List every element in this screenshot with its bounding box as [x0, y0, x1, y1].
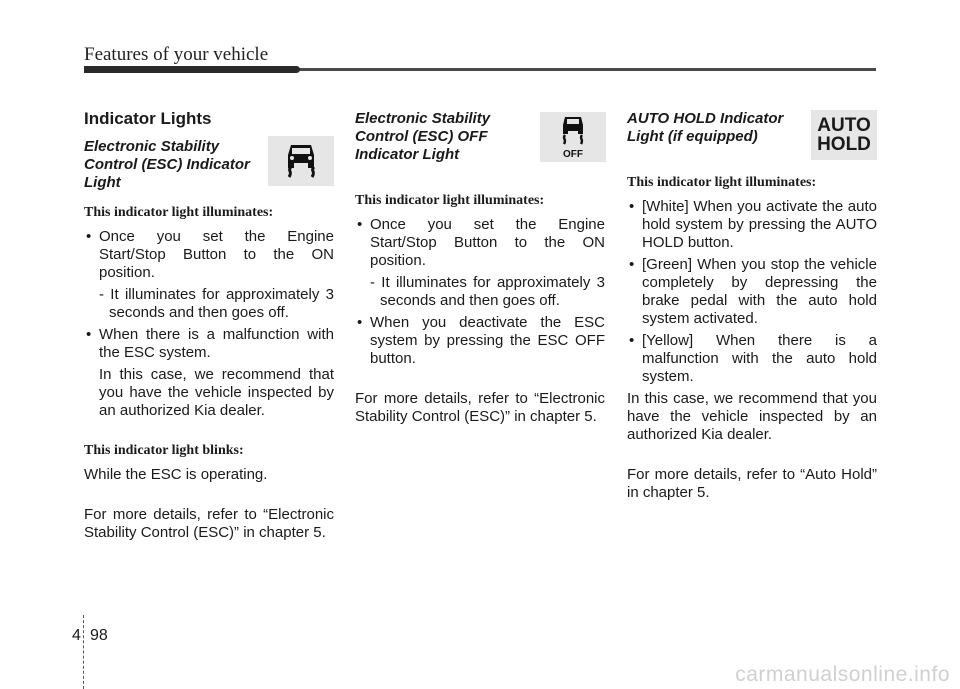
list-item: • [Green] When you stop the vehicle completely by depressing the brake pedal with the auto hold system activated. [627, 256, 877, 328]
list-subitem: - It illuminates for approximately 3 seconds and then goes off. [99, 286, 334, 321]
reference-text: For more details, refer to “Auto Hold” in chapter 5. [627, 466, 877, 501]
illuminates-heading: This indicator light illuminates: [84, 205, 274, 220]
recommendation-note: In this case, we recommend that you have the vehicle inspected by an authorized Kia dealer. [99, 366, 334, 419]
chapter-number: 4 [72, 627, 81, 644]
list-subitem: - It illuminates for approximately 3 seconds and then goes off. [370, 274, 605, 309]
auto-hold-icon-line1: AUTO [817, 115, 871, 136]
list-item: • [Yellow] When there is a malfunction with the auto hold system. [627, 332, 877, 386]
list-item: • Once you set the Engine Start/Stop Button to the ON position. [84, 228, 334, 282]
list-item: • When you deactivate the ESC system by pressing the ESC OFF button. [355, 314, 605, 368]
column-auto-hold-indicator [627, 110, 877, 506]
column-esc-indicator [84, 110, 334, 546]
auto-hold-subtitle: AUTO HOLD Indicator Light (if equipped) [627, 110, 784, 145]
reference-text: For more details, refer to “Electronic Stability Control (ESC)” in chapter 5. [84, 506, 334, 541]
illuminates-heading: This indicator light illuminates: [627, 175, 817, 190]
blinks-heading: This indicator light blinks: [84, 443, 244, 458]
reference-text: For more details, refer to “Electronic Stability Control (ESC)” in chapter 5. [355, 390, 605, 425]
esc-indicator-subtitle: Electronic Stability Control (ESC) Indicator Light [84, 138, 250, 191]
footer-divider [83, 615, 84, 689]
blink-text: While the ESC is operating. [84, 466, 268, 483]
svg-text:OFF: OFF [563, 149, 583, 160]
watermark: carmanualsonline.info [735, 663, 950, 686]
illuminates-heading: This indicator light illuminates: [355, 193, 545, 208]
list-item: • Once you set the Engine Start/Stop Button to the ON position. [355, 216, 605, 270]
recommendation-note: In this case, we recommend that you have the vehicle inspected by an authorized Kia dealer. [627, 390, 877, 443]
header-rule-accent [84, 66, 300, 73]
page-number: 98 [90, 627, 108, 644]
esc-off-subtitle: Electronic Stability Control (ESC) OFF Indicator Light [355, 110, 491, 163]
section-title: Indicator Lights [84, 109, 212, 128]
list-item: • [White] When you activate the auto hold system by pressing the AUTO HOLD button. [627, 198, 877, 252]
auto-hold-icon-line2: HOLD [817, 134, 871, 155]
page-header-title: Features of your vehicle [84, 44, 269, 65]
list-item: • When there is a malfunction with the ESC system. [84, 326, 334, 362]
column-esc-off-indicator [355, 110, 605, 430]
